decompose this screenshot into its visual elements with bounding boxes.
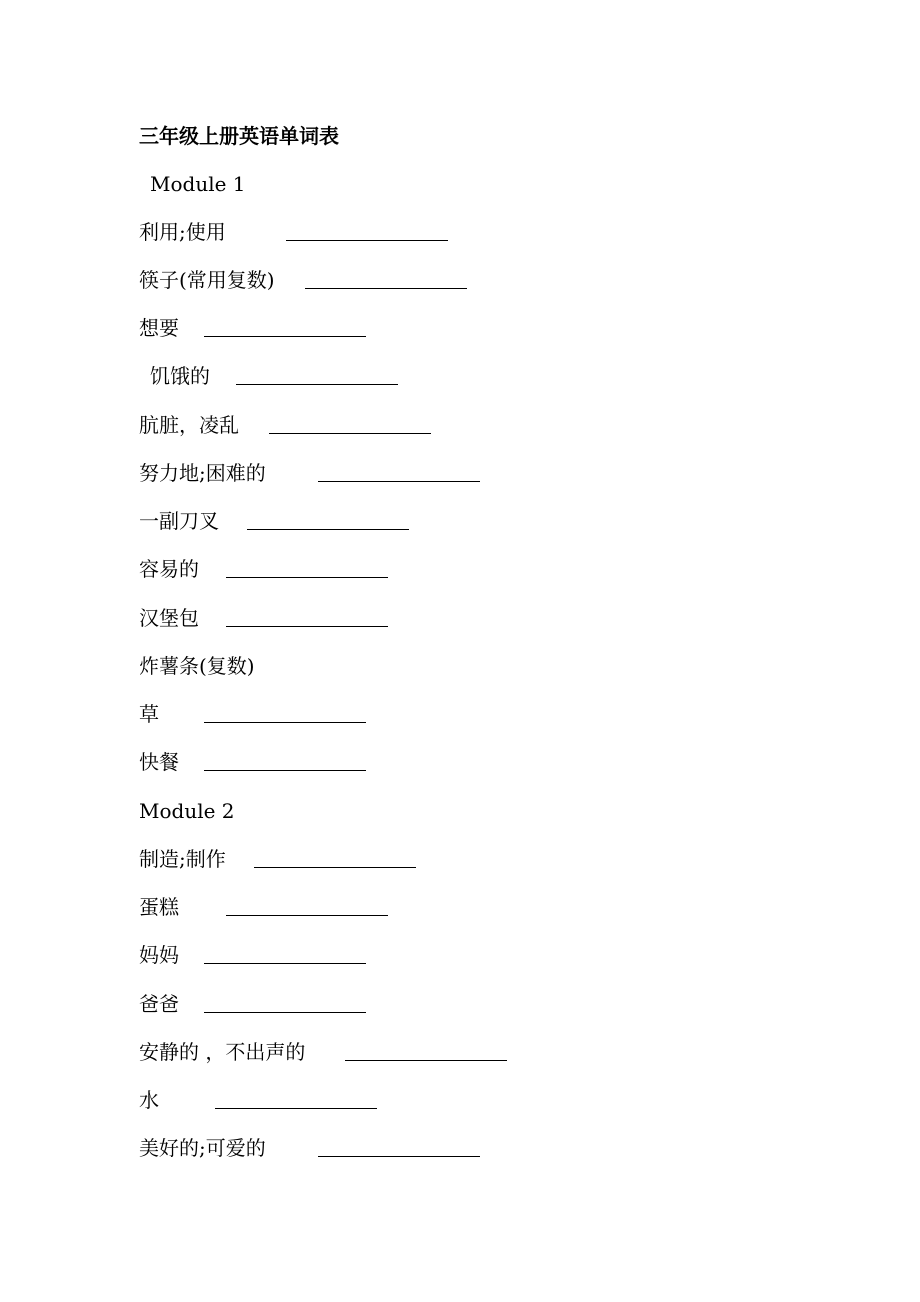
answer-blank[interactable]: [204, 722, 366, 723]
answer-blank[interactable]: [226, 577, 388, 578]
vocab-row: [0, 941, 920, 969]
page-title: 三年级上册英语单词表: [139, 124, 339, 148]
answer-blank[interactable]: [269, 433, 431, 434]
vocab-word: 快餐: [139, 750, 179, 774]
answer-blank[interactable]: [215, 1108, 377, 1109]
vocab-row: [0, 893, 920, 921]
vocab-row: [0, 507, 920, 535]
module-2-heading-row: [0, 797, 920, 825]
vocab-row: [0, 604, 920, 632]
answer-blank[interactable]: [236, 384, 398, 385]
answer-blank[interactable]: [204, 1012, 366, 1013]
answer-blank[interactable]: [345, 1060, 507, 1061]
vocab-row: [0, 700, 920, 728]
module-heading: Module 2: [139, 799, 235, 823]
vocab-word: 爸爸: [139, 992, 179, 1016]
vocab-word: 筷子(常用复数): [139, 268, 275, 292]
vocab-row: [0, 748, 920, 776]
vocab-word: 一副刀叉: [139, 509, 219, 533]
module-heading: Module 1: [150, 172, 246, 196]
vocab-row: [0, 990, 920, 1018]
vocab-row: [0, 411, 920, 439]
vocab-row: [0, 266, 920, 294]
vocab-row: [0, 459, 920, 487]
module-1-heading-row: [0, 170, 920, 198]
answer-blank[interactable]: [254, 867, 416, 868]
answer-blank[interactable]: [204, 336, 366, 337]
vocab-word: 利用;使用: [139, 220, 226, 244]
vocab-word: 妈妈: [139, 943, 179, 967]
vocab-word: 汉堡包: [139, 606, 199, 630]
vocab-word: 肮脏，凌乱: [139, 413, 239, 437]
vocab-word: 想要: [139, 316, 179, 340]
answer-blank[interactable]: [318, 1156, 480, 1157]
vocab-word: 水: [139, 1088, 159, 1112]
answer-blank[interactable]: [318, 481, 480, 482]
answer-blank[interactable]: [204, 963, 366, 964]
answer-blank[interactable]: [305, 288, 467, 289]
vocab-word: 努力地;困难的: [139, 461, 266, 485]
vocab-word: 安静的 ，不出声的: [139, 1040, 306, 1064]
vocab-row: [0, 652, 920, 680]
vocab-row: [0, 362, 920, 390]
vocab-row: [0, 314, 920, 342]
answer-blank[interactable]: [226, 626, 388, 627]
vocab-word: 饥饿的: [150, 364, 210, 388]
vocab-row: [0, 218, 920, 246]
vocab-row: [0, 1134, 920, 1162]
vocab-word: 制造;制作: [139, 847, 226, 871]
answer-blank[interactable]: [286, 240, 448, 241]
answer-blank[interactable]: [226, 915, 388, 916]
answer-blank[interactable]: [247, 529, 409, 530]
vocab-row: [0, 555, 920, 583]
vocab-word: 美好的;可爱的: [139, 1136, 266, 1160]
answer-blank[interactable]: [204, 770, 366, 771]
vocab-row: [0, 1086, 920, 1114]
vocab-word: 草: [139, 702, 159, 726]
vocab-row: [0, 1038, 920, 1066]
vocab-word: 容易的: [139, 557, 199, 581]
vocab-word: 蛋糕: [139, 895, 179, 919]
vocab-word: 炸薯条(复数): [139, 654, 255, 678]
vocab-row: [0, 845, 920, 873]
